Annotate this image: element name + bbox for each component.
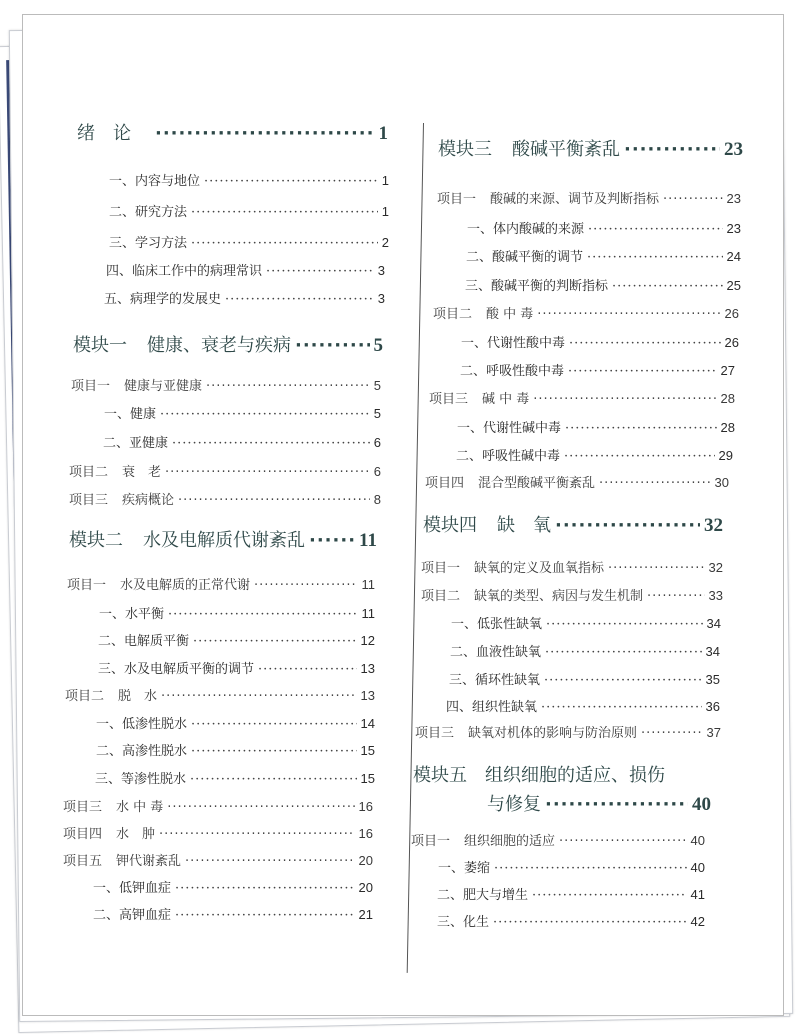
- toc-page-number: 34: [705, 644, 720, 659]
- toc-page-number: 1: [381, 204, 389, 219]
- toc-page-number: 28: [720, 420, 735, 435]
- dot-leader: [191, 744, 357, 759]
- toc-title: 缺 氧: [497, 515, 551, 536]
- toc-title: 一、低张性缺氧: [451, 617, 543, 632]
- toc-page-number: 30: [714, 475, 729, 490]
- dot-leader: [493, 915, 687, 930]
- toc-title: 缺氧对机体的影响与防治原则: [468, 726, 638, 741]
- toc-title: 水 中 毒: [116, 800, 164, 815]
- dot-leader: [258, 662, 357, 677]
- toc-title: 酸碱平衡紊乱: [512, 139, 620, 160]
- toc-entry-section[interactable]: [467, 218, 741, 237]
- toc-title: 三、等渗性脱水: [95, 772, 187, 787]
- dot-leader: [206, 379, 370, 394]
- toc-page-number: 2: [381, 235, 389, 250]
- toc-page-number: 11: [361, 577, 375, 592]
- dot-leader: [167, 800, 354, 815]
- toc-page-number: 5: [373, 378, 381, 393]
- dot-leader: [545, 794, 688, 815]
- toc-entry-section[interactable]: [98, 630, 375, 649]
- toc-entry-project[interactable]: [437, 188, 741, 207]
- toc-entry-section[interactable]: [99, 603, 375, 622]
- toc-label: 项目三: [429, 392, 469, 407]
- toc-entry-section[interactable]: [96, 740, 375, 759]
- toc-entry-section[interactable]: [109, 201, 389, 220]
- toc-page-number: 28: [720, 391, 735, 406]
- toc-entry-section[interactable]: [438, 857, 705, 876]
- dot-leader: [624, 139, 720, 160]
- toc-entry-project[interactable]: [63, 796, 373, 815]
- toc-title: 与修复: [487, 794, 541, 815]
- toc-entry-project[interactable]: [63, 823, 373, 842]
- toc-page-number: 15: [360, 743, 375, 758]
- toc-page-number: 33: [708, 588, 723, 603]
- toc-page-number: 5: [373, 406, 381, 421]
- toc-title: 三、循环性缺氧: [449, 673, 541, 688]
- toc-title: 三、水及电解质平衡的调节: [98, 662, 255, 677]
- dot-leader: [641, 726, 703, 741]
- toc-page-number: 5: [373, 335, 383, 356]
- toc-title: 五、病理学的发展史: [104, 292, 222, 307]
- toc-entry-section[interactable]: [104, 403, 381, 422]
- dot-leader: [663, 192, 723, 207]
- toc-entry-section[interactable]: [437, 911, 705, 930]
- toc-entry-section[interactable]: [106, 260, 385, 279]
- toc-title: 一、代谢性碱中毒: [457, 421, 562, 436]
- toc-entry-section[interactable]: [98, 658, 375, 677]
- toc-page-number: 36: [705, 699, 720, 714]
- toc-entry-section[interactable]: [461, 332, 739, 351]
- toc-page-number: 6: [373, 464, 381, 479]
- toc-entry-project[interactable]: [63, 850, 373, 869]
- toc-page-number: 27: [720, 363, 735, 378]
- toc-label: 项目一: [421, 561, 461, 576]
- toc-title: 水 肿: [116, 827, 156, 842]
- toc-title: 水及电解质的正常代谢: [120, 578, 251, 593]
- toc-title: 二、亚健康: [103, 436, 169, 451]
- toc-page-number: 12: [360, 633, 375, 648]
- toc-entry-project[interactable]: [429, 388, 735, 407]
- toc-label: 模块二: [69, 530, 123, 551]
- toc-page-number: 26: [724, 306, 739, 321]
- toc-page-number: 29: [718, 448, 733, 463]
- dot-leader: [587, 250, 723, 265]
- toc-label: 模块一: [73, 335, 127, 356]
- toc-page-number: 40: [692, 794, 711, 815]
- dot-leader: [565, 421, 717, 436]
- toc-title: 一、健康: [104, 407, 157, 422]
- toc-entry-section[interactable]: [460, 360, 735, 379]
- toc-label: 项目五: [63, 854, 103, 869]
- toc-label: 项目三: [69, 493, 109, 508]
- toc-entry-section[interactable]: [451, 613, 721, 632]
- toc-entry-section[interactable]: [465, 275, 741, 294]
- dot-leader: [254, 578, 357, 593]
- dot-leader: [160, 407, 370, 422]
- dot-leader: [309, 530, 355, 551]
- toc-entry-module[interactable]: [423, 511, 723, 537]
- dot-leader: [568, 364, 717, 379]
- toc-entry-project[interactable]: [71, 375, 381, 394]
- toc-label: 项目二: [69, 465, 109, 480]
- dot-leader: [612, 279, 723, 294]
- toc-entry-project[interactable]: [69, 461, 381, 480]
- toc-title: 一、水平衡: [99, 607, 165, 622]
- toc-title: 二、高钾血症: [93, 908, 172, 923]
- toc-entry-section[interactable]: [457, 417, 735, 436]
- dot-leader: [555, 515, 700, 536]
- toc-label: 项目一: [437, 192, 477, 207]
- toc-page-number: 1: [378, 123, 388, 144]
- toc-page-number: 23: [726, 221, 741, 236]
- dot-leader: [185, 854, 355, 869]
- toc-page-number: 13: [360, 688, 375, 703]
- toc-entry-project[interactable]: [421, 585, 723, 604]
- toc-label: 项目四: [63, 827, 103, 842]
- dot-leader: [175, 908, 355, 923]
- toc-label: 项目一: [67, 578, 107, 593]
- toc-module-heading[interactable]: [413, 761, 665, 787]
- toc-page-number: 35: [705, 672, 720, 687]
- toc-page-number: 32: [704, 515, 723, 536]
- dot-leader: [569, 336, 721, 351]
- toc-entry-section[interactable]: [93, 877, 373, 896]
- toc-title: 一、低钾血症: [93, 881, 172, 896]
- toc-entry-module[interactable]: [73, 331, 383, 357]
- toc-entry-section[interactable]: [456, 445, 733, 464]
- toc-page-number: 1: [381, 173, 389, 188]
- toc-entry-project[interactable]: [65, 685, 375, 704]
- toc-title: 脱 水: [118, 689, 158, 704]
- toc-title: 三、酸碱平衡的判断指标: [465, 279, 609, 294]
- toc-page-number: 6: [373, 435, 381, 450]
- dot-leader: [178, 493, 370, 508]
- toc-entry-module[interactable]: [77, 119, 388, 145]
- toc-title: 二、血液性缺氧: [450, 645, 542, 660]
- dot-leader: [545, 645, 702, 660]
- dot-leader: [193, 634, 357, 649]
- toc-page-number: 16: [358, 826, 373, 841]
- toc-title: 一、低渗性脱水: [96, 717, 188, 732]
- toc-title: 健康、衰老与疾病: [147, 335, 291, 356]
- dot-leader: [295, 335, 370, 356]
- toc-title: 二、电解质平衡: [98, 634, 190, 649]
- toc-title: 钾代谢紊乱: [116, 854, 182, 869]
- toc-title: 衰 老: [122, 465, 162, 480]
- toc-entry-section[interactable]: [103, 432, 381, 451]
- toc-entry-project[interactable]: [425, 472, 729, 491]
- toc-entry-project[interactable]: [67, 574, 375, 593]
- toc-label: 绪 论: [77, 123, 131, 144]
- dot-leader: [647, 589, 705, 604]
- toc-page-number: 8: [373, 492, 381, 507]
- toc-entry-project[interactable]: [415, 722, 721, 741]
- toc-page-number: 20: [358, 853, 373, 868]
- toc-label: 项目三: [63, 800, 103, 815]
- dot-leader: [175, 881, 355, 896]
- toc-label: 项目二: [421, 589, 461, 604]
- toc-entry-section[interactable]: [449, 669, 720, 688]
- dot-leader: [537, 307, 720, 322]
- toc-title: 二、呼吸性酸中毒: [460, 364, 565, 379]
- toc-page-number: 3: [377, 263, 385, 278]
- toc-page-number: 40: [690, 833, 705, 848]
- toc-page-number: 21: [358, 907, 373, 922]
- dot-leader: [191, 717, 357, 732]
- toc-title: 一、代谢性酸中毒: [461, 336, 566, 351]
- toc-title: 一、萎缩: [438, 861, 491, 876]
- dot-leader: [168, 607, 357, 622]
- toc-entry-section[interactable]: [93, 904, 373, 923]
- toc-title: 三、学习方法: [109, 236, 188, 251]
- dot-leader: [532, 888, 687, 903]
- toc-page-number: 15: [360, 771, 375, 786]
- toc-entry-section[interactable]: [450, 641, 720, 660]
- toc-label: 项目二: [65, 689, 105, 704]
- toc-page-number: 42: [690, 914, 705, 929]
- toc-entry-project[interactable]: [69, 489, 381, 508]
- dot-leader: [161, 689, 357, 704]
- toc-entry-project[interactable]: [433, 303, 739, 322]
- dot-leader: [165, 465, 370, 480]
- dot-leader: [544, 673, 702, 688]
- toc-page-number: 32: [708, 560, 723, 575]
- dot-leader: [190, 772, 357, 787]
- toc-page: [22, 14, 784, 1016]
- toc-label: 项目一: [411, 834, 451, 849]
- toc-title: 组织细胞的适应、损伤: [485, 765, 665, 786]
- toc-entry-project[interactable]: [421, 557, 723, 576]
- toc-title: 疾病概论: [122, 493, 175, 508]
- toc-title: 酸 中 毒: [486, 307, 534, 322]
- toc-title: 混合型酸碱平衡紊乱: [478, 476, 596, 491]
- toc-title: 二、酸碱平衡的调节: [466, 250, 584, 265]
- dot-leader: [546, 617, 703, 632]
- toc-entry-section[interactable]: [466, 246, 741, 265]
- toc-title: 缺氧的定义及血氧指标: [474, 561, 605, 576]
- toc-title: 四、组织性缺氧: [446, 700, 538, 715]
- toc-title: 健康与亚健康: [124, 379, 203, 394]
- toc-title: 一、内容与地位: [109, 174, 201, 189]
- toc-title: 四、临床工作中的病理常识: [106, 264, 263, 279]
- toc-title: 酸碱的来源、调节及判断指标: [490, 192, 660, 207]
- toc-title: 碱 中 毒: [482, 392, 530, 407]
- toc-entry-section[interactable]: [104, 288, 385, 307]
- dot-leader: [191, 236, 378, 251]
- toc-page-number: 3: [377, 291, 385, 306]
- toc-page-number: 40: [690, 860, 705, 875]
- toc-page-number: 14: [360, 716, 375, 731]
- toc-entry-section[interactable]: [437, 884, 705, 903]
- dot-leader: [191, 205, 378, 220]
- dot-leader: [172, 436, 370, 451]
- toc-page-number: 23: [724, 139, 743, 160]
- toc-title: 组织细胞的适应: [464, 834, 556, 849]
- dot-leader: [599, 476, 711, 491]
- toc-page-number: 11: [361, 606, 375, 621]
- toc-label: 项目一: [71, 379, 111, 394]
- dot-leader: [204, 174, 378, 189]
- dot-leader: [159, 827, 355, 842]
- toc-title: 二、呼吸性碱中毒: [456, 449, 561, 464]
- toc-entry-section[interactable]: [109, 170, 389, 189]
- dot-leader: [564, 449, 715, 464]
- toc-page-number: 41: [690, 887, 705, 902]
- toc-title: 二、肥大与增生: [437, 888, 529, 903]
- dot-leader: [266, 264, 374, 279]
- toc-entry-module[interactable]: [487, 790, 711, 816]
- dot-leader: [155, 123, 375, 144]
- toc-label: 模块五: [413, 765, 467, 786]
- dot-leader: [541, 700, 702, 715]
- toc-entry-module[interactable]: [69, 526, 377, 552]
- toc-page-number: 26: [724, 335, 739, 350]
- toc-entry-section[interactable]: [446, 696, 720, 715]
- toc-label: 模块四: [423, 515, 477, 536]
- dot-leader: [225, 292, 374, 307]
- dot-leader: [559, 834, 687, 849]
- toc-page-number: 37: [706, 725, 721, 740]
- toc-page-number: 34: [706, 616, 721, 631]
- toc-page-number: 23: [726, 191, 741, 206]
- dot-leader: [608, 561, 705, 576]
- toc-title: 一、体内酸碱的来源: [467, 222, 585, 237]
- toc-label: 项目四: [425, 476, 465, 491]
- toc-page-number: 20: [358, 880, 373, 895]
- toc-entry-section[interactable]: [96, 713, 375, 732]
- toc-entry-project[interactable]: [411, 830, 705, 849]
- toc-title: 缺氧的类型、病因与发生机制: [474, 589, 644, 604]
- toc-entry-section[interactable]: [109, 232, 389, 251]
- toc-page-number: 24: [726, 249, 741, 264]
- dot-leader: [533, 392, 716, 407]
- toc-page-number: 16: [358, 799, 373, 814]
- toc-label: 项目三: [415, 726, 455, 741]
- dot-leader: [494, 861, 687, 876]
- toc-title: 水及电解质代谢紊乱: [143, 530, 305, 551]
- toc-entry-section[interactable]: [95, 768, 375, 787]
- toc-entry-module[interactable]: [438, 135, 743, 161]
- toc-page-number: 25: [726, 278, 741, 293]
- dot-leader: [588, 222, 723, 237]
- toc-label: 模块三: [438, 139, 492, 160]
- toc-label: 项目二: [433, 307, 473, 322]
- toc-title: 二、高渗性脱水: [96, 744, 188, 759]
- toc-page-number: 11: [359, 530, 377, 551]
- toc-title: 二、研究方法: [109, 205, 188, 220]
- toc-title: 三、化生: [437, 915, 490, 930]
- toc-page-number: 13: [360, 661, 375, 676]
